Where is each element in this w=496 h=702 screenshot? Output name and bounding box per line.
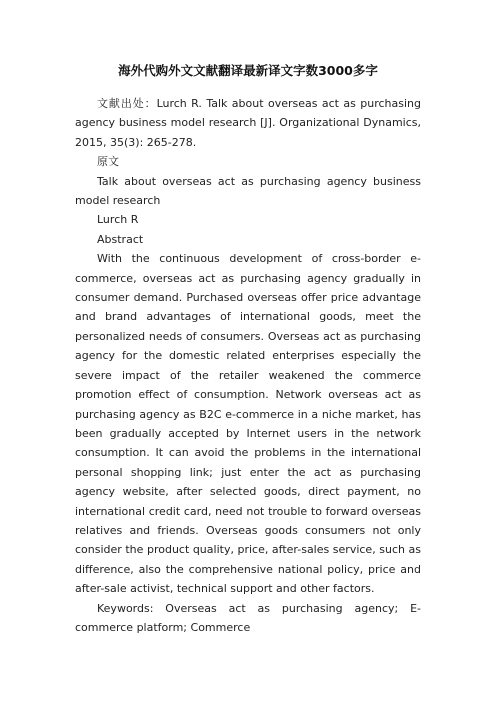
keywords-paragraph: Keywords: Overseas act as purchasing agency; E-commerce platform; Commerce (75, 601, 421, 634)
abstract-label: Abstract (97, 232, 144, 246)
original-label: 原文 (97, 155, 119, 169)
citation-paragraph: 文献出处：Lurch R. Talk about overseas act as purchasing agency business model research [J]. Organizational Dynamics, 2015, 35(3): 265-278. (75, 97, 421, 149)
abstract-paragraph: With the continuous development of cross-border e-commerce, overseas act as purchasing agency gradually in consumer demand. Purchased overseas offer price advantage and brand advantages of international goods, meet the personalized needs of consumers. Overseas act as purchasing agency for the domestic related enterprises especially the severe impact of the retailer weakened the commerce promotion effect of consumption. Network overseas act as purchasing agency as B2C e-commerce in a niche market, has been gradually accepted by Internet users in the network consumption. It can avoid the problems in the international personal shopping link; just enter the act as purchasing agency website, after selected goods, direct payment, no international credit card, need not trouble to forward overseas relatives and friends. Overseas goods consumers not only consider the product quality, price, after-sales service, such as difference, also the comprehensive national policy, price and after-sale activist, technical support and other factors. (75, 252, 421, 596)
paper-title: Talk about overseas act as purchasing agency business model research (75, 174, 421, 208)
author-name: Lurch R (97, 213, 139, 227)
document-title: 海外代购外文文献翻译最新译文字数3000多字 (118, 63, 378, 78)
